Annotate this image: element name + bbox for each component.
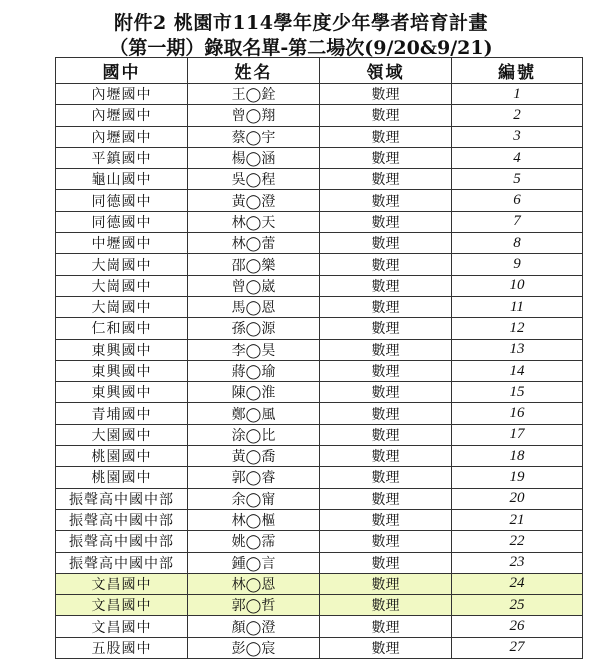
- cell-number: 11: [452, 296, 583, 317]
- cell-field: 數理: [320, 233, 452, 254]
- column-header-field: 領域: [320, 58, 452, 84]
- cell-school: 東興國中: [56, 382, 188, 403]
- table-row: [56, 84, 583, 105]
- cell-field: 數理: [320, 211, 452, 232]
- column-header-school: 國中: [56, 58, 188, 84]
- cell-field: 數理: [320, 169, 452, 190]
- table-row: [56, 318, 583, 339]
- column-header-number: 編號: [452, 58, 583, 84]
- table-row: [56, 403, 583, 424]
- cell-name: 邵◯樂: [188, 254, 320, 275]
- cell-school: 平鎮國中: [56, 147, 188, 168]
- cell-number: 10: [452, 275, 583, 296]
- table-row: [56, 637, 583, 658]
- table-row: [56, 147, 583, 168]
- table-row: [56, 595, 583, 616]
- cell-school: 仁和國中: [56, 318, 188, 339]
- cell-school: 振聲高中國中部: [56, 509, 188, 530]
- cell-number: 7: [452, 211, 583, 232]
- cell-number: 6: [452, 190, 583, 211]
- table-row: [56, 573, 583, 594]
- cell-name: 鄭◯風: [188, 403, 320, 424]
- cell-school: 內壢國中: [56, 105, 188, 126]
- cell-number: 8: [452, 233, 583, 254]
- cell-number: 17: [452, 424, 583, 445]
- cell-number: 3: [452, 126, 583, 147]
- cell-name: 姚◯霈: [188, 531, 320, 552]
- cell-name: 孫◯源: [188, 318, 320, 339]
- cell-number: 20: [452, 488, 583, 509]
- cell-field: 數理: [320, 573, 452, 594]
- table-row: [56, 211, 583, 232]
- cell-name: 郭◯睿: [188, 467, 320, 488]
- cell-school: 大崗國中: [56, 254, 188, 275]
- table-row: [56, 105, 583, 126]
- cell-number: 14: [452, 360, 583, 381]
- table-row: [56, 488, 583, 509]
- admission-list-table: [55, 57, 583, 659]
- cell-number: 5: [452, 169, 583, 190]
- table-row: [56, 233, 583, 254]
- cell-number: 18: [452, 446, 583, 467]
- cell-school: 大園國中: [56, 424, 188, 445]
- cell-number: 9: [452, 254, 583, 275]
- table-row: [56, 552, 583, 573]
- table-row: [56, 446, 583, 467]
- cell-school: 大崗國中: [56, 275, 188, 296]
- cell-name: 吳◯程: [188, 169, 320, 190]
- cell-name: 曾◯崴: [188, 275, 320, 296]
- table-row: [56, 169, 583, 190]
- cell-school: 文昌國中: [56, 573, 188, 594]
- cell-field: 數理: [320, 318, 452, 339]
- cell-number: 12: [452, 318, 583, 339]
- table-row: [56, 360, 583, 381]
- cell-number: 22: [452, 531, 583, 552]
- cell-number: 27: [452, 637, 583, 658]
- cell-school: 桃園國中: [56, 446, 188, 467]
- cell-field: 數理: [320, 147, 452, 168]
- table-row: [56, 339, 583, 360]
- table-row: [56, 275, 583, 296]
- cell-school: 大崗國中: [56, 296, 188, 317]
- table-row: [56, 509, 583, 530]
- cell-name: 曾◯翔: [188, 105, 320, 126]
- cell-name: 楊◯涵: [188, 147, 320, 168]
- cell-school: 文昌國中: [56, 595, 188, 616]
- cell-name: 李◯昊: [188, 339, 320, 360]
- cell-field: 數理: [320, 403, 452, 424]
- table-row: [56, 424, 583, 445]
- cell-number: 16: [452, 403, 583, 424]
- cell-school: 東興國中: [56, 339, 188, 360]
- cell-number: 19: [452, 467, 583, 488]
- cell-field: 數理: [320, 488, 452, 509]
- cell-field: 數理: [320, 382, 452, 403]
- cell-name: 余◯甯: [188, 488, 320, 509]
- cell-name: 彭◯宸: [188, 637, 320, 658]
- table-row: [56, 531, 583, 552]
- table-row: [56, 254, 583, 275]
- cell-number: 15: [452, 382, 583, 403]
- cell-school: 文昌國中: [56, 616, 188, 637]
- cell-number: 4: [452, 147, 583, 168]
- cell-school: 中壢國中: [56, 233, 188, 254]
- cell-name: 林◯樞: [188, 509, 320, 530]
- cell-name: 馬◯恩: [188, 296, 320, 317]
- cell-field: 數理: [320, 339, 452, 360]
- document-subtitle: （第一期）錄取名單-第二場次(9/20&9/21): [109, 37, 493, 59]
- cell-field: 數理: [320, 126, 452, 147]
- cell-name: 涂◯比: [188, 424, 320, 445]
- cell-name: 蔡◯宇: [188, 126, 320, 147]
- cell-school: 桃園國中: [56, 467, 188, 488]
- cell-number: 2: [452, 105, 583, 126]
- cell-field: 數理: [320, 446, 452, 467]
- cell-field: 數理: [320, 275, 452, 296]
- cell-field: 數理: [320, 467, 452, 488]
- cell-school: 內壢國中: [56, 126, 188, 147]
- table-row: [56, 382, 583, 403]
- cell-school: 青埔國中: [56, 403, 188, 424]
- cell-name: 黃◯喬: [188, 446, 320, 467]
- cell-field: 數理: [320, 424, 452, 445]
- cell-field: 數理: [320, 552, 452, 573]
- cell-name: 黃◯澄: [188, 190, 320, 211]
- cell-name: 陳◯淮: [188, 382, 320, 403]
- table-row: [56, 190, 583, 211]
- table-row: [56, 467, 583, 488]
- table-row: [56, 296, 583, 317]
- cell-school: 同德國中: [56, 190, 188, 211]
- cell-name: 林◯恩: [188, 573, 320, 594]
- cell-name: 郭◯哲: [188, 595, 320, 616]
- table-row: [56, 126, 583, 147]
- cell-field: 數理: [320, 637, 452, 658]
- cell-field: 數理: [320, 595, 452, 616]
- cell-school: 東興國中: [56, 360, 188, 381]
- cell-school: 龜山國中: [56, 169, 188, 190]
- cell-field: 數理: [320, 360, 452, 381]
- cell-name: 蔣◯瑜: [188, 360, 320, 381]
- cell-field: 數理: [320, 509, 452, 530]
- cell-number: 13: [452, 339, 583, 360]
- cell-name: 王◯銓: [188, 84, 320, 105]
- table-row: [56, 616, 583, 637]
- cell-number: 25: [452, 595, 583, 616]
- cell-number: 24: [452, 573, 583, 594]
- cell-school: 振聲高中國中部: [56, 488, 188, 509]
- cell-field: 數理: [320, 84, 452, 105]
- cell-school: 五股國中: [56, 637, 188, 658]
- cell-field: 數理: [320, 616, 452, 637]
- cell-number: 1: [452, 84, 583, 105]
- cell-number: 23: [452, 552, 583, 573]
- cell-school: 振聲高中國中部: [56, 531, 188, 552]
- cell-school: 同德國中: [56, 211, 188, 232]
- document-title: 附件2 桃園市114學年度少年學者培育計畫: [114, 12, 488, 34]
- table-header-row: [56, 58, 583, 84]
- cell-field: 數理: [320, 254, 452, 275]
- cell-school: 內壢國中: [56, 84, 188, 105]
- cell-field: 數理: [320, 105, 452, 126]
- cell-field: 數理: [320, 190, 452, 211]
- cell-number: 21: [452, 509, 583, 530]
- cell-name: 林◯蕾: [188, 233, 320, 254]
- table-body: [56, 84, 583, 659]
- cell-field: 數理: [320, 296, 452, 317]
- cell-name: 顏◯澄: [188, 616, 320, 637]
- column-header-name: 姓名: [188, 58, 320, 84]
- cell-name: 鍾◯言: [188, 552, 320, 573]
- cell-school: 振聲高中國中部: [56, 552, 188, 573]
- cell-number: 26: [452, 616, 583, 637]
- cell-field: 數理: [320, 531, 452, 552]
- cell-name: 林◯天: [188, 211, 320, 232]
